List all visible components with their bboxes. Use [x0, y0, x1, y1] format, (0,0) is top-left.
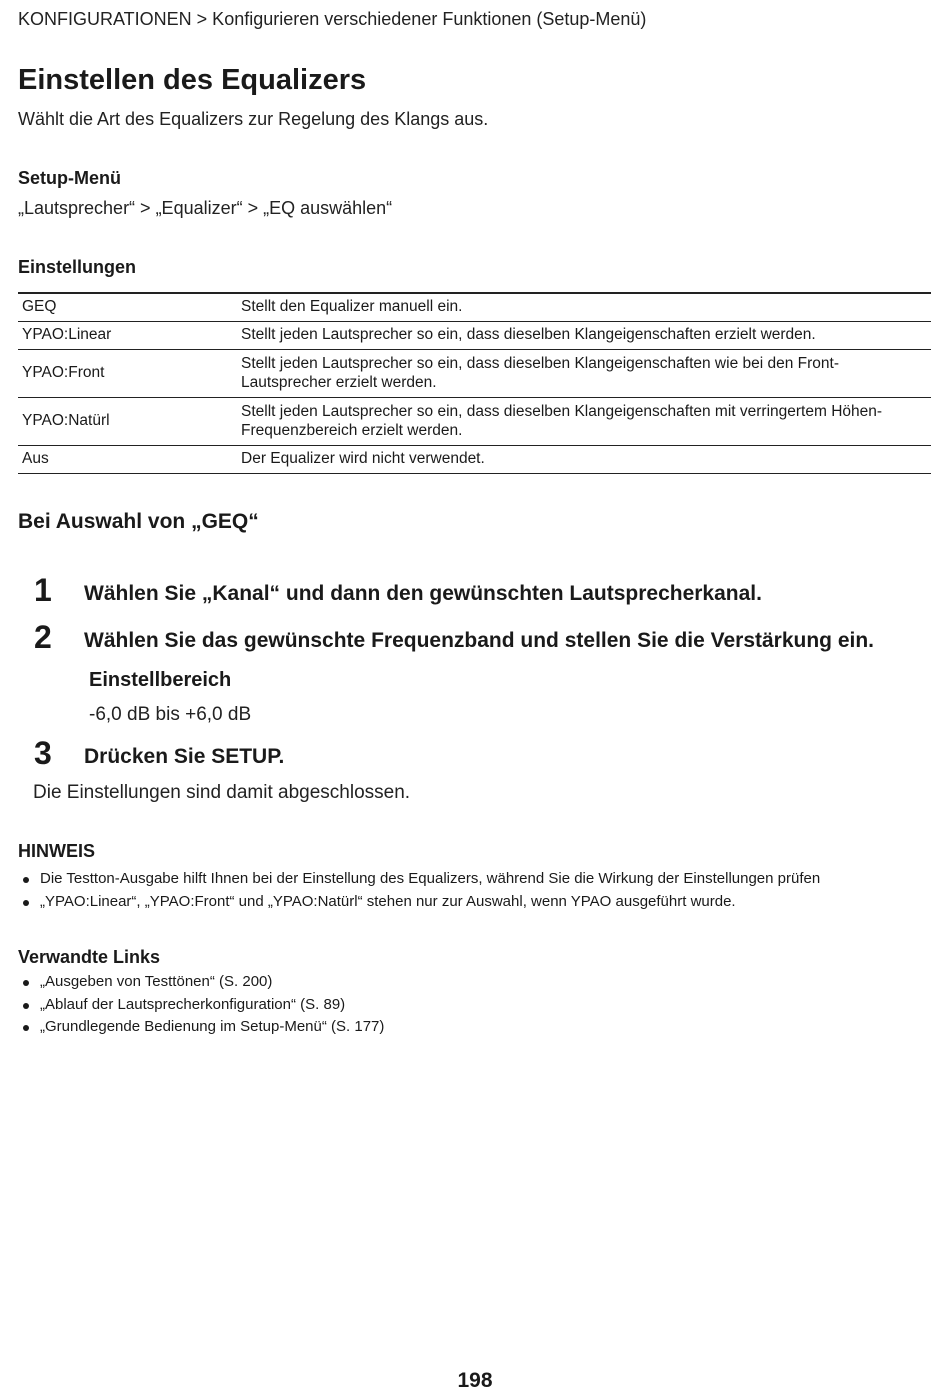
step-number: 3: [34, 735, 52, 771]
setting-name: YPAO:Linear: [22, 326, 112, 343]
breadcrumb: KONFIGURATIONEN > Konfigurieren verschiedener Funktionen (Setup-Menü): [18, 9, 647, 29]
table-row: [18, 293, 931, 321]
table-row: [18, 397, 931, 445]
page-number: 198: [457, 1369, 493, 1392]
step-text: Wählen Sie das gewünschte Frequenzband und stellen Sie die Verstärkung ein.: [84, 629, 875, 652]
step-text: Wählen Sie „Kanal“ und dann den gewünschten Lautsprecherkanal.: [84, 582, 762, 605]
completion-text: Die Einstellungen sind damit abgeschlossen.: [33, 782, 411, 803]
table-row: [18, 445, 931, 473]
setup-menu-path: „Lautsprecher“ > „Equalizer“ > „EQ auswählen“: [18, 198, 393, 218]
setting-name: YPAO:Front: [22, 364, 105, 381]
setting-name: GEQ: [22, 298, 57, 316]
page-title: Einstellen des Equalizers: [18, 64, 367, 96]
step-number: 1: [34, 572, 52, 608]
setting-name: Aus: [22, 450, 49, 467]
intro-text: Wählt die Art des Equalizers zur Regelung des Klangs aus.: [18, 109, 489, 129]
setting-description: Stellt jeden Lautsprecher so ein, dass dieselben Klangeigenschaften wie bei den Front- Lautsprecher erzielt werden.: [241, 354, 839, 391]
table-row: [18, 321, 931, 349]
setting-description: Stellt jeden Lautsprecher so ein, dass dieselben Klangeigenschaften erzielt werden.: [241, 326, 816, 343]
related-links-heading: Verwandte Links: [18, 947, 161, 967]
related-link[interactable]: „Ausgeben von Testtönen“ (S. 200): [18, 971, 384, 994]
range-value: -6,0 dB bis +6,0 dB: [89, 704, 252, 725]
note-list: [18, 868, 820, 913]
related-link[interactable]: „Grundlegende Bedienung im Setup-Menü“ (S. 177): [18, 1016, 384, 1039]
settings-heading: Einstellungen: [18, 257, 137, 277]
setting-description: Der Equalizer wird nicht verwendet.: [241, 450, 485, 467]
settings-table: [18, 292, 931, 474]
list-item: „YPAO:Linear“, „YPAO:Front“ und „YPAO:Natürl“ stehen nur zur Auswahl, wenn YPAO ausgeführt wurde.: [18, 891, 820, 914]
list-item: Die Testton-Ausgabe hilft Ihnen bei der Einstellung des Equalizers, während Sie die Wirkung der Einstellungen prüfen: [18, 868, 820, 891]
range-label: Einstellbereich: [89, 669, 232, 691]
note-heading: HINWEIS: [18, 841, 96, 861]
step-text: Drücken Sie SETUP.: [84, 745, 285, 768]
setting-name: YPAO:Natürl: [22, 412, 110, 429]
geq-heading: Bei Auswahl von „GEQ“: [18, 510, 259, 533]
related-link[interactable]: „Ablauf der Lautsprecherkonfiguration“ (S. 89): [18, 994, 384, 1017]
step-number: 2: [34, 619, 52, 655]
setting-description: Stellt jeden Lautsprecher so ein, dass dieselben Klangeigenschaften mit verringertem Höhen- Frequenzbereich erzielt werden.: [241, 402, 883, 439]
setting-description: Stellt den Equalizer manuell ein.: [241, 298, 463, 316]
table-row: [18, 349, 931, 397]
setup-menu-heading: Setup-Menü: [18, 168, 121, 188]
related-links-list: [18, 971, 384, 1039]
